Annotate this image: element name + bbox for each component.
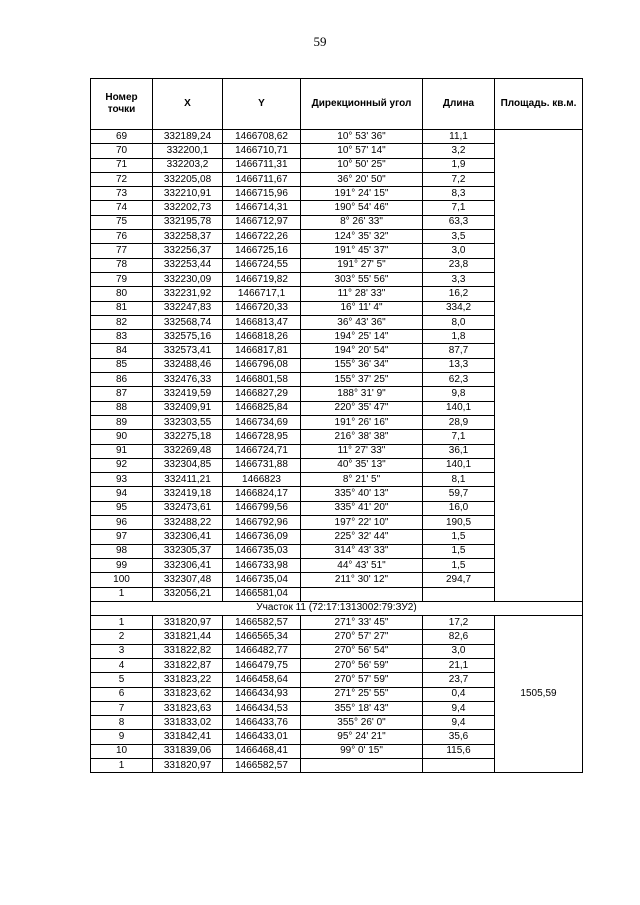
cell-y: 1466482,77: [223, 644, 301, 658]
cell-x: 332189,24: [153, 130, 223, 144]
block2-area-cell: 1505,59: [495, 616, 583, 773]
cell-y: 1466734,69: [223, 415, 301, 429]
header-length: Длина: [423, 79, 495, 130]
cell-x: 332203,2: [153, 158, 223, 172]
cell-angle: 155° 36' 34": [301, 358, 423, 372]
cell-y: 1466712,97: [223, 215, 301, 229]
cell-y: 1466735,03: [223, 544, 301, 558]
cell-length: 3,0: [423, 644, 495, 658]
cell-y: 1466731,88: [223, 458, 301, 472]
cell-y: 1466736,09: [223, 530, 301, 544]
cell-length: 1,9: [423, 158, 495, 172]
cell-y: 1466825,84: [223, 401, 301, 415]
cell-length: 9,4: [423, 701, 495, 715]
cell-y: 1466827,29: [223, 387, 301, 401]
cell-angle: 355° 26' 0": [301, 716, 423, 730]
cell-length: 1,8: [423, 330, 495, 344]
header-point: Номер точки: [91, 79, 153, 130]
cell-point: 80: [91, 287, 153, 301]
cell-angle: 270° 56' 59": [301, 658, 423, 672]
cell-length: 3,3: [423, 272, 495, 286]
cell-x: 332195,78: [153, 215, 223, 229]
cell-point: 2: [91, 630, 153, 644]
cell-x: 332256,37: [153, 244, 223, 258]
cell-length: 35,6: [423, 730, 495, 744]
cell-point: 85: [91, 358, 153, 372]
cell-angle: [301, 587, 423, 601]
cell-y: 1466434,93: [223, 687, 301, 701]
cell-length: 7,1: [423, 201, 495, 215]
cell-point: 86: [91, 373, 153, 387]
cell-angle: 191° 26' 16": [301, 415, 423, 429]
cell-angle: 194° 20' 54": [301, 344, 423, 358]
cell-y: 1466719,82: [223, 272, 301, 286]
cell-y: 1466733,98: [223, 558, 301, 572]
cell-angle: 355° 18' 43": [301, 701, 423, 715]
cell-x: 332269,48: [153, 444, 223, 458]
cell-point: 1: [91, 759, 153, 773]
cell-x: 331822,82: [153, 644, 223, 658]
cell-length: 9,8: [423, 387, 495, 401]
cell-angle: 191° 27' 5": [301, 258, 423, 272]
cell-length: 8,1: [423, 473, 495, 487]
coordinates-table: [90, 78, 583, 773]
cell-y: 1466582,57: [223, 616, 301, 630]
cell-y: 1466458,64: [223, 673, 301, 687]
cell-y: 1466792,96: [223, 516, 301, 530]
cell-x: 332056,21: [153, 587, 223, 601]
cell-angle: 270° 57' 59": [301, 673, 423, 687]
cell-point: 3: [91, 644, 153, 658]
cell-y: 1466581,04: [223, 587, 301, 601]
cell-point: 6: [91, 687, 153, 701]
cell-y: 1466817,81: [223, 344, 301, 358]
cell-y: 1466796,08: [223, 358, 301, 372]
cell-length: 28,9: [423, 415, 495, 429]
cell-length: 3,2: [423, 144, 495, 158]
cell-x: 332419,18: [153, 487, 223, 501]
cell-x: 332200,1: [153, 144, 223, 158]
cell-angle: 271° 25' 55": [301, 687, 423, 701]
cell-length: 1,5: [423, 544, 495, 558]
cell-point: 89: [91, 415, 153, 429]
cell-y: 1466722,26: [223, 230, 301, 244]
cell-angle: 191° 45' 37": [301, 244, 423, 258]
cell-point: 76: [91, 230, 153, 244]
cell-angle: 10° 50' 25": [301, 158, 423, 172]
cell-angle: 155° 37' 25": [301, 373, 423, 387]
header-x: X: [153, 79, 223, 130]
cell-point: 84: [91, 344, 153, 358]
cell-angle: 40° 35' 13": [301, 458, 423, 472]
cell-length: 23,7: [423, 673, 495, 687]
cell-length: 13,3: [423, 358, 495, 372]
cell-x: 331820,97: [153, 616, 223, 630]
cell-point: 82: [91, 315, 153, 329]
cell-x: 332210,91: [153, 187, 223, 201]
cell-y: 1466824,17: [223, 487, 301, 501]
cell-length: 11,1: [423, 130, 495, 144]
cell-y: 1466801,58: [223, 373, 301, 387]
cell-x: 332230,09: [153, 272, 223, 286]
cell-point: 96: [91, 516, 153, 530]
cell-angle: 10° 57' 14": [301, 144, 423, 158]
cell-angle: 8° 26' 33": [301, 215, 423, 229]
cell-angle: 124° 35' 32": [301, 230, 423, 244]
cell-point: 1: [91, 587, 153, 601]
cell-length: 8,0: [423, 315, 495, 329]
cell-x: 332575,16: [153, 330, 223, 344]
cell-x: 331833,02: [153, 716, 223, 730]
header-row: [91, 79, 583, 130]
cell-y: 1466724,55: [223, 258, 301, 272]
cell-angle: 216° 38' 38": [301, 430, 423, 444]
cell-point: 100: [91, 573, 153, 587]
cell-length: 17,2: [423, 616, 495, 630]
cell-x: 332473,61: [153, 501, 223, 515]
cell-y: 1466818,26: [223, 330, 301, 344]
cell-angle: 335° 41' 20": [301, 501, 423, 515]
cell-point: 4: [91, 658, 153, 672]
cell-x: 331820,97: [153, 759, 223, 773]
cell-y: 1466433,76: [223, 716, 301, 730]
cell-angle: 95° 24' 21": [301, 730, 423, 744]
header-area: Площадь. кв.м.: [495, 79, 583, 130]
cell-x: 332411,21: [153, 473, 223, 487]
cell-length: 190,5: [423, 516, 495, 530]
cell-y: 1466433,01: [223, 730, 301, 744]
cell-angle: 270° 56' 54": [301, 644, 423, 658]
cell-angle: 36° 43' 36": [301, 315, 423, 329]
cell-angle: 16° 11' 4": [301, 301, 423, 315]
cell-point: 5: [91, 673, 153, 687]
cell-length: 3,5: [423, 230, 495, 244]
cell-x: 331822,87: [153, 658, 223, 672]
cell-y: 1466714,31: [223, 201, 301, 215]
cell-y: 1466813,47: [223, 315, 301, 329]
cell-y: 1466711,67: [223, 172, 301, 186]
cell-length: 62,3: [423, 373, 495, 387]
cell-length: 140,1: [423, 458, 495, 472]
block1-area-cell: [495, 130, 583, 602]
cell-point: 83: [91, 330, 153, 344]
cell-length: 36,1: [423, 444, 495, 458]
cell-length: 63,3: [423, 215, 495, 229]
cell-length: [423, 759, 495, 773]
cell-y: 1466434,53: [223, 701, 301, 715]
cell-angle: 211° 30' 12": [301, 573, 423, 587]
cell-length: [423, 587, 495, 601]
cell-x: 332202,73: [153, 201, 223, 215]
cell-angle: 314° 43' 33": [301, 544, 423, 558]
cell-length: 3,0: [423, 244, 495, 258]
cell-x: 331842,41: [153, 730, 223, 744]
cell-x: 331823,63: [153, 701, 223, 715]
cell-point: 77: [91, 244, 153, 258]
cell-y: 1466735,04: [223, 573, 301, 587]
cell-y: 1466728,95: [223, 430, 301, 444]
cell-angle: 225° 32' 44": [301, 530, 423, 544]
section-title: Участок 11 (72:17:1313002:79:ЗУ2): [91, 601, 583, 615]
cell-x: 332409,91: [153, 401, 223, 415]
cell-x: 332488,46: [153, 358, 223, 372]
cell-point: 7: [91, 701, 153, 715]
cell-angle: 303° 55' 56": [301, 272, 423, 286]
cell-y: 1466711,31: [223, 158, 301, 172]
cell-length: 7,1: [423, 430, 495, 444]
cell-y: 1466565,34: [223, 630, 301, 644]
cell-y: 1466710,71: [223, 144, 301, 158]
cell-y: 1466479,75: [223, 658, 301, 672]
cell-length: 1,5: [423, 530, 495, 544]
cell-x: 331821,44: [153, 630, 223, 644]
cell-x: 332307,48: [153, 573, 223, 587]
cell-y: 1466715,96: [223, 187, 301, 201]
cell-angle: 197° 22' 10": [301, 516, 423, 530]
cell-point: 98: [91, 544, 153, 558]
cell-x: 332247,83: [153, 301, 223, 315]
cell-angle: 10° 53' 36": [301, 130, 423, 144]
cell-x: 332231,92: [153, 287, 223, 301]
cell-angle: 270° 57' 27": [301, 630, 423, 644]
cell-x: 332419,59: [153, 387, 223, 401]
cell-angle: 36° 20' 50": [301, 172, 423, 186]
cell-length: 9,4: [423, 716, 495, 730]
cell-point: 91: [91, 444, 153, 458]
cell-x: 331839,06: [153, 744, 223, 758]
cell-y: 1466582,57: [223, 759, 301, 773]
cell-length: 16,0: [423, 501, 495, 515]
cell-x: 332568,74: [153, 315, 223, 329]
cell-point: 9: [91, 730, 153, 744]
cell-point: 90: [91, 430, 153, 444]
cell-y: 1466725,16: [223, 244, 301, 258]
cell-x: 332305,37: [153, 544, 223, 558]
cell-point: 92: [91, 458, 153, 472]
cell-y: 1466823: [223, 473, 301, 487]
cell-point: 74: [91, 201, 153, 215]
cell-point: 10: [91, 744, 153, 758]
cell-angle: 220° 35' 47": [301, 401, 423, 415]
cell-point: 97: [91, 530, 153, 544]
cell-length: 115,6: [423, 744, 495, 758]
cell-point: 95: [91, 501, 153, 515]
cell-angle: 188° 31' 9": [301, 387, 423, 401]
cell-length: 0,4: [423, 687, 495, 701]
cell-x: 332275,18: [153, 430, 223, 444]
cell-length: 334,2: [423, 301, 495, 315]
cell-length: 87,7: [423, 344, 495, 358]
cell-point: 70: [91, 144, 153, 158]
cell-x: 332573,41: [153, 344, 223, 358]
cell-length: 1,5: [423, 558, 495, 572]
cell-x: 332304,85: [153, 458, 223, 472]
cell-x: 332476,33: [153, 373, 223, 387]
cell-length: 21,1: [423, 658, 495, 672]
cell-length: 16,2: [423, 287, 495, 301]
cell-point: 99: [91, 558, 153, 572]
cell-angle: 194° 25' 14": [301, 330, 423, 344]
cell-angle: 44° 43' 51": [301, 558, 423, 572]
cell-x: 332258,37: [153, 230, 223, 244]
cell-x: 332306,41: [153, 558, 223, 572]
cell-point: 69: [91, 130, 153, 144]
cell-y: 1466724,71: [223, 444, 301, 458]
cell-x: 331823,62: [153, 687, 223, 701]
cell-x: 332306,41: [153, 530, 223, 544]
cell-angle: [301, 759, 423, 773]
header-y: Y: [223, 79, 301, 130]
cell-length: 23,8: [423, 258, 495, 272]
cell-length: 8,3: [423, 187, 495, 201]
table-row: [91, 130, 583, 144]
table-row: [91, 616, 583, 630]
cell-angle: 271° 33' 45": [301, 616, 423, 630]
cell-angle: 335° 40' 13": [301, 487, 423, 501]
cell-point: 94: [91, 487, 153, 501]
cell-length: 294,7: [423, 573, 495, 587]
cell-point: 73: [91, 187, 153, 201]
cell-length: 59,7: [423, 487, 495, 501]
cell-y: 1466799,56: [223, 501, 301, 515]
cell-angle: 99° 0' 15": [301, 744, 423, 758]
cell-point: 93: [91, 473, 153, 487]
cell-x: 332488,22: [153, 516, 223, 530]
cell-y: 1466708,62: [223, 130, 301, 144]
cell-y: 1466717,1: [223, 287, 301, 301]
page-number: 59: [313, 34, 327, 49]
cell-x: 331823,22: [153, 673, 223, 687]
cell-length: 140,1: [423, 401, 495, 415]
cell-point: 71: [91, 158, 153, 172]
cell-x: 332253,44: [153, 258, 223, 272]
cell-point: 8: [91, 716, 153, 730]
cell-point: 81: [91, 301, 153, 315]
cell-point: 78: [91, 258, 153, 272]
cell-y: 1466720,33: [223, 301, 301, 315]
section-row: [91, 601, 583, 615]
cell-y: 1466468,41: [223, 744, 301, 758]
cell-angle: 190° 54' 46": [301, 201, 423, 215]
cell-point: 79: [91, 272, 153, 286]
cell-point: 1: [91, 616, 153, 630]
cell-point: 72: [91, 172, 153, 186]
cell-angle: 11° 28' 33": [301, 287, 423, 301]
cell-angle: 11° 27' 33": [301, 444, 423, 458]
cell-x: 332205,08: [153, 172, 223, 186]
cell-length: 82,6: [423, 630, 495, 644]
cell-x: 332303,55: [153, 415, 223, 429]
cell-point: 87: [91, 387, 153, 401]
cell-point: 88: [91, 401, 153, 415]
header-angle: Дирекционный угол: [301, 79, 423, 130]
cell-angle: 8° 21' 5": [301, 473, 423, 487]
cell-length: 7,2: [423, 172, 495, 186]
cell-point: 75: [91, 215, 153, 229]
cell-angle: 191° 24' 15": [301, 187, 423, 201]
